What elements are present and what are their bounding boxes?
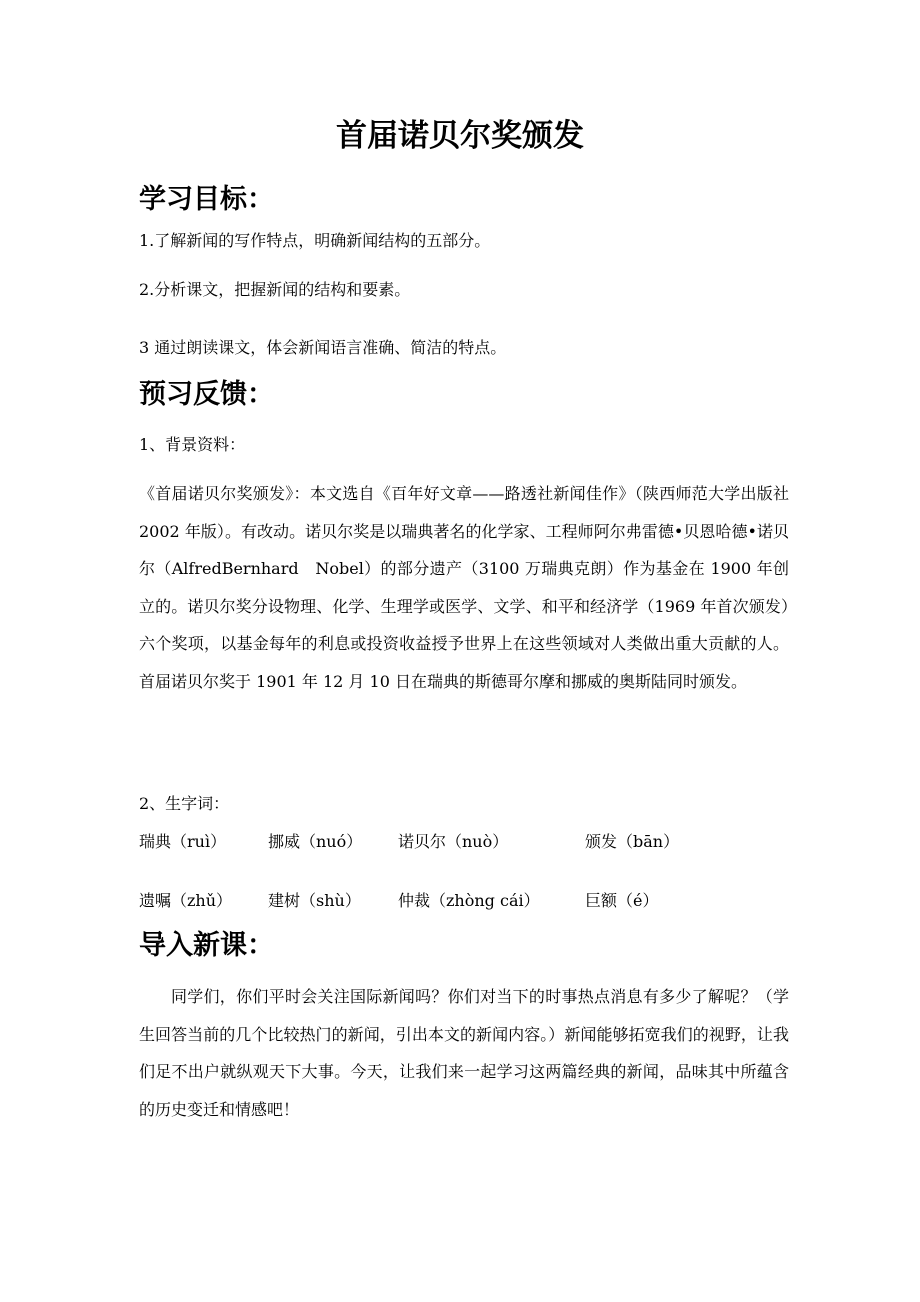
vocab-item: 瑞典（ruì） <box>139 832 227 851</box>
background-label: 1、背景资料： <box>139 435 246 454</box>
vocab-item: 颁发（bān） <box>585 832 680 851</box>
intro-heading: 导入新课： <box>139 930 274 961</box>
objective-item: 2.分析课文，把握新闻的结构和要素。 <box>139 280 411 299</box>
vocab-item: 挪威（nuó） <box>268 832 363 851</box>
document-title: 首届诺贝尔奖颁发 <box>336 118 584 154</box>
vocab-item: 诺贝尔（nuò） <box>398 832 509 851</box>
objective-item: 3 通过朗读课文，体会新闻语言准确、简洁的特点。 <box>139 338 507 357</box>
preview-heading: 预习反馈： <box>139 379 274 410</box>
vocab-item: 仲裁（zhòng cái） <box>398 891 540 910</box>
vocab-label: 2、生字词： <box>139 794 230 813</box>
objective-item: 1.了解新闻的写作特点，明确新闻结构的五部分。 <box>139 231 491 250</box>
objectives-heading: 学习目标： <box>139 184 274 215</box>
background-paragraph: 《首届诺贝尔奖颁发》：本文选自《百年好文章——路透社新闻佳作》（陕西师范大学出版社 2002 年版）。有改动。诺贝尔奖是以瑞典著名的化学家、工程师阿尔弗雷德•贝恩哈德•诺贝尔（AlfredBernhard Nobel）的部分遗产（3100 万瑞典克朗）作为基金在 1900 年创立的。诺贝尔奖分设物理、化学、生理学或医学、文学、和平和经济学（1969 年首次颁发）六个奖项，以基金每年的利息或投资收益授予世界上在这些领域对人类做出重大贡献的人。首届诺贝尔奖于 1901 年 12 月 10 日在瑞典的斯德哥尔摩和挪威的奥斯陆同时颁发。 <box>139 484 789 691</box>
vocab-item: 建树（shù） <box>268 891 361 910</box>
vocab-item: 巨额（é） <box>585 891 659 910</box>
intro-paragraph: 同学们，你们平时会关注国际新闻吗？你们对当下的时事热点消息有多少了解呢？（学生回答当前的几个比较热门的新闻，引出本文的新闻内容。）新闻能够拓宽我们的视野，让我们足不出户就纵观天下大事。今天，让我们来一起学习这两篇经典的新闻，品味其中所蕴含的历史变迁和情感吧！ <box>139 987 789 1119</box>
vocab-item: 遗嘱（zhǔ） <box>139 891 233 910</box>
